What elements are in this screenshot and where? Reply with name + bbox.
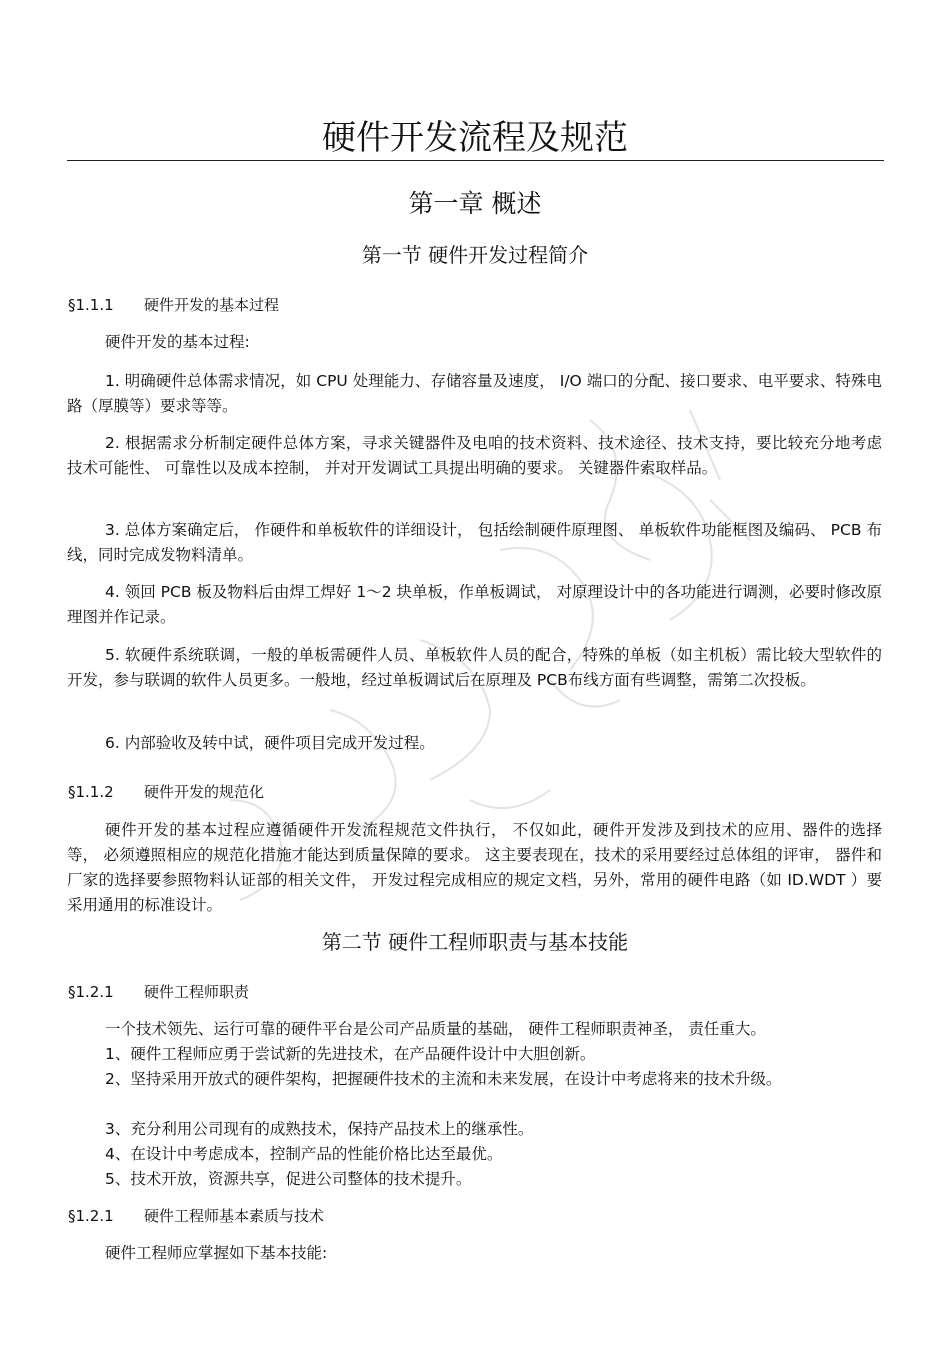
chapter-heading: 第一章 概述 <box>408 189 542 218</box>
duty-item-4: 4、在设计中考虑成本，控制产品的性能价格比达至最优。 <box>105 1145 503 1163</box>
step-2: 2. 根据需求分析制定硬件总体方案，寻求关键器件及电咱的技术资料、技术途径、技术支持，要比较充分地考虑技术可能性、 可靠性以及成本控制， 并对开发调试工具提出明确的要求。 关键器件索取样品。 <box>67 434 882 477</box>
title-rule <box>67 160 884 161</box>
duty-item-1: 1、硬件工程师应勇于尝试新的先进技术，在产品硬件设计中大胆创新。 <box>105 1045 596 1063</box>
section-heading-2: 第二节 硬件工程师职责与基本技能 <box>321 930 629 954</box>
step-6: 6. 内部验收及转中试，硬件项目完成开发过程。 <box>105 734 435 752</box>
duty-item-2: 2、坚持采用开放式的硬件架构，把握硬件技术的主流和未来发展，在设计中考虑将来的技术升级。 <box>105 1070 782 1088</box>
step-4: 4. 领回 PCB 板及物料后由焊工焊好 1～2 块单板，作单板调试， 对原理设计中的各功能进行调测，必要时修改原理图并作记录。 <box>67 583 882 626</box>
subsection-text: 硬件开发的基本过程 <box>144 296 280 314</box>
subsection-number: §1.1.1 <box>68 296 114 314</box>
duty-item-5: 5、技术开放，资源共享，促进公司整体的技术提升。 <box>105 1170 472 1188</box>
subsection-number: §1.1.2 <box>68 783 114 801</box>
duty-item-3: 3、充分利用公司现有的成熟技术，保持产品技术上的继承性。 <box>105 1120 534 1138</box>
document-title: 硬件开发流程及规范 <box>322 118 628 158</box>
skills-intro: 硬件工程师应掌握如下基本技能: <box>105 1244 328 1262</box>
subsection-heading-1-1-1 <box>68 294 279 316</box>
subsection-number: §1.2.1 <box>68 1207 114 1225</box>
normalization-paragraph: 硬件开发的基本过程应遵循硬件开发流程规范文件执行， 不仅如此，硬件开发涉及到技术的应用、器件的选择等， 必须遵照相应的规范化措施才能达到质量保障的要求。 这主要表现在，技术的采用要经过总体组的评审， 器件和厂家的选择要参照物料认证部的相关文件， 开发过程完成相应的规定文档，另外，常用的硬件电路（如 ID.WDT ）要采用通用的标准设计。 <box>67 821 882 914</box>
subsection-heading-1-2-1 <box>68 981 249 1003</box>
subsection-heading-1-2-2 <box>68 1205 324 1227</box>
subsection-text: 硬件工程师基本素质与技术 <box>144 1207 325 1225</box>
duty-intro: 一个技术领先、运行可靠的硬件平台是公司产品质量的基础， 硬件工程师职责神圣， 责任重大。 <box>105 1020 766 1038</box>
step-5: 5. 软硬件系统联调，一般的单板需硬件人员、单板软件人员的配合，特殊的单板（如主机板）需比较大型软件的开发，参与联调的软件人员更多。一般地，经过单板调试后在原理及 PCB布线方面有些调整，需第二次投板。 <box>67 646 882 689</box>
subsection-text: 硬件开发的规范化 <box>144 783 265 801</box>
step-1: 1. 明确硬件总体需求情况，如 CPU 处理能力、存储容量及速度， I/O 端口的分配、接口要求、电平要求、特殊电路（厚膜等）要求等等。 <box>67 372 882 415</box>
subsection-text: 硬件工程师职责 <box>144 983 250 1001</box>
section-heading-1: 第一节 硬件开发过程简介 <box>361 243 589 267</box>
subsection-heading-1-1-2 <box>68 781 264 803</box>
step-3: 3. 总体方案确定后， 作硬件和单板软件的详细设计， 包括绘制硬件原理图、 单板软件功能框图及编码、 PCB 布线，同时完成发物料清单。 <box>67 521 882 564</box>
subsection-number: §1.2.1 <box>68 983 114 1001</box>
process-intro: 硬件开发的基本过程: <box>105 333 250 351</box>
